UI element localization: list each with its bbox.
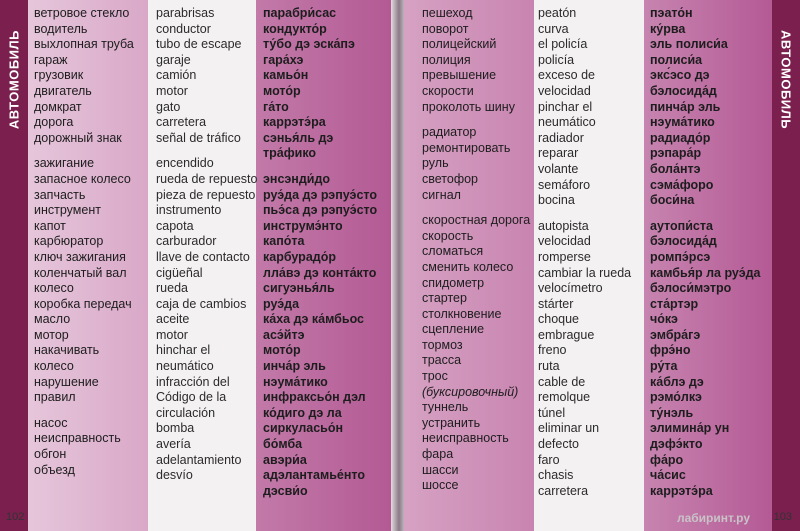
entry: carretera	[156, 115, 207, 130]
entry: infracción del	[156, 374, 230, 389]
entry: faro	[538, 452, 560, 467]
entry: тра́фико	[263, 146, 317, 161]
entry: velocidad	[538, 234, 591, 249]
entry: encendido	[156, 156, 214, 171]
entry: накачивать	[34, 343, 100, 358]
entry: запасное колесо	[34, 171, 131, 186]
entry: ветровое стекло	[34, 6, 130, 20]
entry: bomba	[156, 421, 195, 436]
entry: дорожный знак	[34, 130, 122, 145]
entry-gap	[538, 209, 631, 219]
entry: carburador	[156, 234, 217, 249]
page-number-right: 103	[773, 511, 792, 523]
entry: llave de contacto	[156, 249, 250, 264]
entry: насос	[34, 415, 68, 430]
entry: peatón	[538, 6, 577, 20]
entry: túnel	[538, 405, 566, 420]
entry: pieza de repuesto	[156, 187, 256, 202]
entry: choque	[538, 312, 580, 327]
entry: коробка передач	[34, 296, 132, 311]
entry: instrumento	[156, 203, 222, 218]
entry: сэнья́ль дэ	[263, 130, 334, 145]
entry: нэума́тико	[650, 115, 715, 130]
entry: руэ́да	[263, 296, 300, 311]
entry: пьэ́са дэ рэпуэ́сто	[263, 203, 378, 218]
entry: radiador	[538, 130, 584, 145]
entry: пэато́н	[650, 6, 693, 20]
entry-gap	[650, 209, 761, 219]
entry: авэри́а	[263, 452, 307, 467]
entry: трос	[422, 369, 448, 384]
entry: столкновение	[422, 306, 502, 321]
entry: каррэтэ́ра	[263, 115, 326, 130]
entry: garaje	[156, 52, 191, 67]
entry: rueda de repuesto	[156, 171, 258, 186]
right-sidebar	[772, 0, 800, 531]
entry: камьо́н	[263, 68, 309, 83]
entry: ключ зажигания	[34, 249, 126, 264]
entry: ремонтировать	[422, 140, 511, 155]
page-number-left: 102	[6, 511, 25, 523]
entry: ча́сис	[650, 468, 686, 483]
entry: шасси	[422, 462, 459, 477]
spanish-column-left	[156, 6, 257, 484]
entry: элимина́р ун	[650, 421, 730, 436]
entry: пешеход	[422, 6, 473, 20]
entry: эмбра́гэ	[650, 327, 701, 342]
entry: сцепление	[422, 322, 485, 337]
entry: pinchar el	[538, 99, 593, 114]
entry: мото́р	[263, 83, 301, 98]
entry: motor	[156, 83, 188, 98]
entry: ру́та	[650, 359, 678, 374]
entry: камбья́р ла руэ́да	[650, 265, 761, 280]
entry: колесо	[34, 281, 74, 296]
entry: нарушение	[34, 374, 99, 389]
entry: карбурадо́р	[263, 249, 336, 264]
entry: энсэнди́до	[263, 171, 331, 186]
entry: caja de cambios	[156, 296, 247, 311]
entry: ка́блэ дэ	[650, 374, 704, 389]
entry: circulación	[156, 405, 216, 420]
entry: стартер	[422, 291, 467, 306]
entry: зажигание	[34, 156, 95, 171]
entry: ка́ха дэ ка́мбьос	[263, 312, 365, 327]
entry: adelantamiento	[156, 452, 242, 467]
entry: freno	[538, 343, 567, 358]
entry: motor	[156, 327, 188, 342]
entry: hinchar el	[156, 343, 211, 358]
entry: объезд	[34, 462, 75, 477]
entry-gap	[156, 146, 257, 156]
entry: нэума́тико	[263, 374, 328, 389]
entry: колесо	[34, 359, 74, 374]
entry: грузовик	[34, 68, 84, 83]
entry: бола́нтэ	[650, 161, 701, 176]
entry: фа́ро	[650, 452, 684, 467]
transcription-column-right	[650, 6, 761, 499]
entry: тормоз	[422, 337, 463, 352]
entry: радиадо́р	[650, 130, 711, 145]
entry: conductor	[156, 21, 211, 36]
entry: рэпара́р	[650, 146, 702, 161]
entry: обгон	[34, 447, 67, 462]
entry: инча́р эль	[263, 359, 326, 374]
russian-column-right	[422, 6, 530, 494]
entry: пинча́р эль	[650, 99, 721, 114]
entry: romperse	[538, 249, 591, 264]
entry: defecto	[538, 437, 580, 452]
entry: neumático	[538, 115, 596, 130]
section-title-left: АВТОМОБИЛЬ	[6, 30, 22, 130]
entry: полиция	[422, 52, 471, 67]
right-page	[404, 0, 800, 531]
entry: гара́хэ	[263, 52, 304, 67]
entry: ку́рва	[650, 21, 686, 36]
entry: выхлопная труба	[34, 37, 134, 52]
entry: el policía	[538, 37, 588, 52]
entry: поворот	[422, 21, 469, 36]
entry: eliminar un	[538, 421, 600, 436]
entry: capota	[156, 218, 194, 233]
entry: радиатор	[422, 125, 477, 140]
entry: двигатель	[34, 83, 92, 98]
entry: bocina	[538, 193, 575, 208]
entry-gap	[263, 162, 377, 172]
entry: фара	[422, 447, 454, 462]
entry: капот	[34, 218, 66, 233]
entry: embrague	[538, 327, 595, 342]
entry: масло	[34, 312, 71, 327]
entry: curva	[538, 21, 569, 36]
entry: ruta	[538, 359, 560, 374]
entry: velocidad	[538, 83, 591, 98]
entry: превышение	[422, 68, 497, 83]
russian-column-left	[34, 6, 134, 478]
entry: проколоть шину	[422, 99, 515, 114]
entry: gato	[156, 99, 181, 114]
entry: cambiar la rueda	[538, 265, 632, 280]
entry: ста́ртэр	[650, 296, 699, 311]
entry-gap	[422, 203, 530, 213]
entry: desvío	[156, 468, 193, 483]
entry: ромпэ́рсэ	[650, 249, 711, 264]
entry: camión	[156, 68, 197, 83]
entry: velocímetro	[538, 281, 603, 296]
entry: кондукто́р	[263, 21, 327, 36]
entry: autopista	[538, 218, 589, 233]
entry-gap	[34, 406, 134, 416]
entry: carretera	[538, 483, 589, 498]
entry: reparar	[538, 146, 579, 161]
entry: Código de la	[156, 390, 227, 405]
entry: мото́р	[263, 343, 301, 358]
entry: сигнал	[422, 187, 461, 202]
entry: экс́эсо дэ	[650, 68, 710, 83]
entry: сломаться	[422, 244, 484, 259]
entry: карбюратор	[34, 234, 104, 249]
entry: инфраксьо́н дэл	[263, 390, 366, 405]
entry: aceite	[156, 312, 190, 327]
entry: ко́диго дэ ла	[263, 405, 342, 420]
entry: ту́бо дэ эска́пэ	[263, 37, 355, 52]
entry: (буксировочный)	[422, 384, 519, 399]
entry: гараж	[34, 52, 68, 67]
entry: трасса	[422, 353, 462, 368]
entry: адэлантамье́нто	[263, 468, 366, 483]
entry: каррэтэ́ра	[650, 483, 713, 498]
entry: лла́вэ дэ конта́кто	[263, 265, 377, 280]
entry: запчасть	[34, 187, 86, 202]
entry: устранить	[422, 415, 481, 430]
entry: volante	[538, 161, 579, 176]
entry: бэлосида́д	[650, 83, 717, 98]
entry: инструмент	[34, 203, 101, 218]
entry: señal de tráfico	[156, 130, 241, 145]
entry: га́то	[263, 99, 289, 114]
entry: скоростная дорога	[422, 213, 531, 228]
entry: водитель	[34, 21, 88, 36]
entry: сигуэнья́ль	[263, 281, 335, 296]
entry: эль полиси́а	[650, 37, 728, 52]
entry: капо́та	[263, 234, 305, 249]
entry: асэ́йтэ	[263, 327, 305, 342]
entry: дэфэ́кто	[650, 437, 703, 452]
entry: домкрат	[34, 99, 82, 114]
entry: аутопи́ста	[650, 218, 713, 233]
entry: ту́нэль	[650, 405, 694, 420]
entry: боси́на	[650, 193, 695, 208]
entry: фрэ́но	[650, 343, 691, 358]
left-sidebar	[0, 0, 28, 531]
entry: неисправность	[422, 431, 509, 446]
entry: неисправность	[34, 431, 121, 446]
entry: шоссе	[422, 478, 459, 493]
entry: cable de	[538, 374, 586, 389]
entry: бэлоси́мэтро	[650, 281, 732, 296]
entry: рэмо́лкэ	[650, 390, 702, 405]
entry: правил	[34, 390, 76, 405]
spanish-column-right	[538, 6, 631, 499]
entry: дэсви́о	[263, 483, 308, 498]
left-page	[0, 0, 394, 531]
entry: чо́кэ	[650, 312, 678, 327]
entry: rueda	[156, 281, 188, 296]
watermark: лабиринт.ру	[676, 511, 750, 525]
entry: руль	[422, 156, 449, 171]
entry: спидометр	[422, 275, 485, 290]
transcription-column-left	[263, 6, 377, 499]
entry: мотор	[34, 327, 69, 342]
entry-gap	[34, 146, 134, 156]
entry: сэма́форо	[650, 177, 714, 192]
entry: туннель	[422, 400, 469, 415]
entry: cigüeñal	[156, 265, 203, 280]
entry: бэлосида́д	[650, 234, 717, 249]
entry-gap	[422, 115, 530, 125]
entry: chasis	[538, 468, 574, 483]
entry: exceso de	[538, 68, 595, 83]
entry: сменить колесо	[422, 259, 514, 274]
entry: semáforo	[538, 177, 591, 192]
entry: инструмэ́нто	[263, 218, 343, 233]
entry: руэ́да дэ рэпуэ́сто	[263, 187, 377, 202]
entry: скорость	[422, 228, 474, 243]
entry: avería	[156, 437, 191, 452]
entry: tubo de escape	[156, 37, 242, 52]
entry: полицейский	[422, 37, 497, 52]
entry: remolque	[538, 390, 591, 405]
entry: парабри́сас	[263, 6, 337, 20]
entry: parabrisas	[156, 6, 215, 20]
entry: полиси́а	[650, 52, 703, 67]
entry: скорости	[422, 83, 474, 98]
entry: сиркуласьо́н	[263, 421, 344, 436]
entry: дорога	[34, 115, 74, 130]
entry: policía	[538, 52, 575, 67]
entry: neumático	[156, 359, 214, 374]
section-title-right: АВТОМОБИЛЬ	[778, 30, 794, 130]
entry: светофор	[422, 171, 479, 186]
entry: stárter	[538, 296, 574, 311]
entry: коленчатый вал	[34, 265, 127, 280]
entry: бо́мба	[263, 437, 303, 452]
